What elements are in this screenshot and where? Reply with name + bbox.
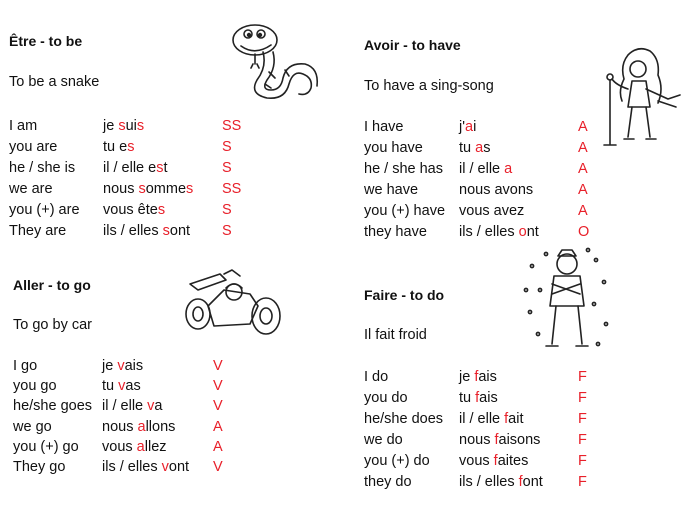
highlighted-letters: f: [493, 453, 498, 469]
plain-letters: il / elle: [102, 398, 148, 415]
sound-code: SS: [222, 118, 242, 134]
highlighted-letters: v: [118, 378, 126, 395]
highlighted-letters: v: [147, 398, 155, 415]
plain-letters: omme: [145, 181, 187, 197]
french-form: [459, 159, 512, 179]
french-form: [459, 472, 543, 492]
french-form: [103, 179, 193, 199]
plain-letters: ils / elles: [102, 459, 162, 475]
highlighted-letters: s: [156, 160, 164, 176]
section-title: Faire - to do: [364, 287, 445, 303]
highlighted-letters: s: [186, 181, 194, 197]
sound-code: F: [578, 369, 587, 385]
french-form: [459, 180, 533, 200]
sound-code: V: [213, 459, 223, 475]
plain-letters: je: [102, 358, 118, 374]
french-form: [102, 356, 143, 376]
sound-code: SS: [222, 181, 242, 197]
french-form: [459, 138, 490, 158]
sound-code: A: [578, 119, 588, 135]
french-form: [459, 409, 524, 429]
french-form: [103, 200, 165, 220]
plain-letters: ais: [478, 369, 497, 385]
plain-letters: ais: [124, 358, 144, 374]
highlighted-letters: f: [474, 369, 479, 385]
plain-letters: il / elle: [459, 161, 505, 177]
plain-letters: a: [154, 398, 163, 415]
sound-code: A: [213, 438, 223, 455]
sound-code: F: [578, 453, 587, 469]
french-form: [459, 117, 476, 137]
plain-letters: aites: [497, 453, 529, 469]
snake-icon: [215, 12, 325, 107]
english-form: I have: [364, 119, 404, 135]
highlighted-letters: v: [117, 358, 125, 374]
french-form: [103, 158, 167, 178]
plain-letters: t: [163, 160, 168, 176]
french-form: [459, 430, 540, 450]
highlighted-letters: f: [518, 474, 523, 490]
english-form: you do: [364, 390, 408, 406]
english-form: we have: [364, 182, 419, 198]
french-form: [103, 116, 144, 136]
french-form: [103, 137, 134, 157]
plain-letters: nous: [459, 432, 495, 448]
english-form: you have: [364, 140, 423, 156]
sound-code: V: [213, 358, 223, 374]
sound-code: F: [578, 411, 587, 427]
section-faire: [355, 260, 685, 514]
plain-letters: nous: [102, 418, 138, 435]
english-form: I do: [364, 369, 389, 385]
french-form: [459, 222, 539, 242]
french-form: [102, 437, 167, 457]
plain-letters: ont: [522, 474, 543, 490]
plain-letters: vous: [459, 453, 494, 469]
plain-letters: s: [483, 140, 491, 156]
sound-code: O: [578, 224, 590, 240]
highlighted-letters: s: [162, 223, 170, 239]
plain-letters: ils / elles: [459, 224, 519, 240]
french-form: [459, 201, 524, 221]
sound-code: F: [578, 474, 587, 490]
section-subtitle: Il fait froid: [364, 327, 427, 343]
english-form: we go: [13, 418, 52, 435]
highlighted-letters: o: [518, 224, 527, 240]
english-form: you (+) go: [13, 438, 79, 455]
english-form: you are: [9, 139, 58, 155]
english-form: we do: [364, 432, 403, 448]
plain-letters: as: [125, 378, 141, 395]
french-form: [459, 388, 498, 408]
plain-letters: j': [459, 119, 465, 135]
french-form: [102, 396, 162, 416]
english-form: they do: [364, 474, 412, 490]
plain-letters: ui: [125, 118, 137, 134]
cold-person-icon: [522, 246, 612, 356]
plain-letters: il / elle e: [103, 160, 157, 176]
sound-code: V: [213, 398, 223, 415]
english-form: I go: [13, 358, 38, 374]
plain-letters: ait: [508, 411, 524, 427]
french-form: [103, 221, 190, 241]
english-form: I am: [9, 118, 38, 134]
sound-code: A: [578, 140, 588, 156]
french-form: [459, 367, 497, 387]
english-form: you (+) do: [364, 453, 430, 469]
plain-letters: il / elle: [459, 411, 505, 427]
sound-code: S: [222, 202, 232, 218]
plain-letters: ils / elles: [103, 223, 163, 239]
english-form: he / she is: [9, 160, 76, 176]
plain-letters: nous avons: [459, 182, 534, 198]
highlighted-letters: a: [475, 140, 484, 156]
highlighted-letters: s: [136, 118, 145, 134]
english-form: you (+) have: [364, 203, 446, 219]
english-form: They go: [13, 459, 66, 475]
english-form: you go: [13, 378, 57, 395]
section-title: Avoir - to have: [364, 37, 461, 53]
sound-code: A: [213, 418, 223, 435]
plain-letters: nous: [103, 181, 139, 197]
plain-letters: ont: [168, 459, 190, 475]
plain-letters: i: [473, 119, 477, 135]
plain-letters: aisons: [498, 432, 541, 448]
plain-letters: je: [103, 118, 119, 134]
highlighted-letters: v: [161, 459, 169, 475]
english-form: we are: [9, 181, 53, 197]
english-form: they have: [364, 224, 427, 240]
highlighted-letters: s: [127, 139, 135, 155]
highlighted-letters: f: [504, 411, 509, 427]
english-form: he/she does: [364, 411, 444, 427]
sound-code: S: [222, 160, 232, 176]
section-subtitle: To go by car: [13, 317, 92, 333]
french-form: [102, 417, 175, 437]
sound-code: S: [222, 223, 232, 239]
sound-code: A: [578, 203, 588, 219]
english-form: he/she goes: [13, 398, 93, 415]
plain-letters: ais: [479, 390, 498, 406]
plain-letters: vous avez: [459, 203, 525, 219]
french-form: [102, 376, 141, 396]
plain-letters: tu: [459, 140, 476, 156]
singer-icon: [598, 45, 683, 155]
section-title: Être - to be: [9, 33, 83, 49]
plain-letters: tu e: [103, 139, 128, 155]
french-form: [102, 457, 189, 477]
plain-letters: llez: [144, 438, 167, 455]
plain-letters: ils / elles: [459, 474, 519, 490]
highlighted-letters: s: [118, 118, 126, 134]
plain-letters: tu: [459, 390, 476, 406]
highlighted-letters: s: [138, 181, 146, 197]
sound-code: F: [578, 432, 587, 448]
english-form: he / she has: [364, 161, 443, 177]
plain-letters: vous ête: [103, 202, 158, 218]
plain-letters: tu: [102, 378, 119, 395]
highlighted-letters: f: [494, 432, 499, 448]
plain-letters: vous: [102, 438, 137, 455]
highlighted-letters: a: [137, 418, 146, 435]
french-form: [459, 451, 528, 471]
section-title: Aller - to go: [13, 277, 91, 293]
highlighted-letters: a: [465, 119, 474, 135]
sound-code: A: [578, 161, 588, 177]
plain-letters: ont: [169, 223, 191, 239]
sound-code: S: [222, 139, 232, 155]
english-form: They are: [9, 223, 67, 239]
plain-letters: nt: [526, 224, 539, 240]
highlighted-letters: s: [157, 202, 166, 218]
section-subtitle: To be a snake: [9, 74, 100, 90]
highlighted-letters: f: [475, 390, 480, 406]
race-car-icon: [180, 266, 290, 346]
highlighted-letters: a: [136, 438, 145, 455]
sound-code: F: [578, 390, 587, 406]
plain-letters: je: [459, 369, 475, 385]
sound-code: A: [578, 182, 588, 198]
sound-code: V: [213, 378, 223, 395]
english-form: you (+) are: [9, 202, 80, 218]
plain-letters: llons: [145, 418, 176, 435]
section-subtitle: To have a sing-song: [364, 78, 494, 94]
highlighted-letters: a: [504, 161, 513, 177]
